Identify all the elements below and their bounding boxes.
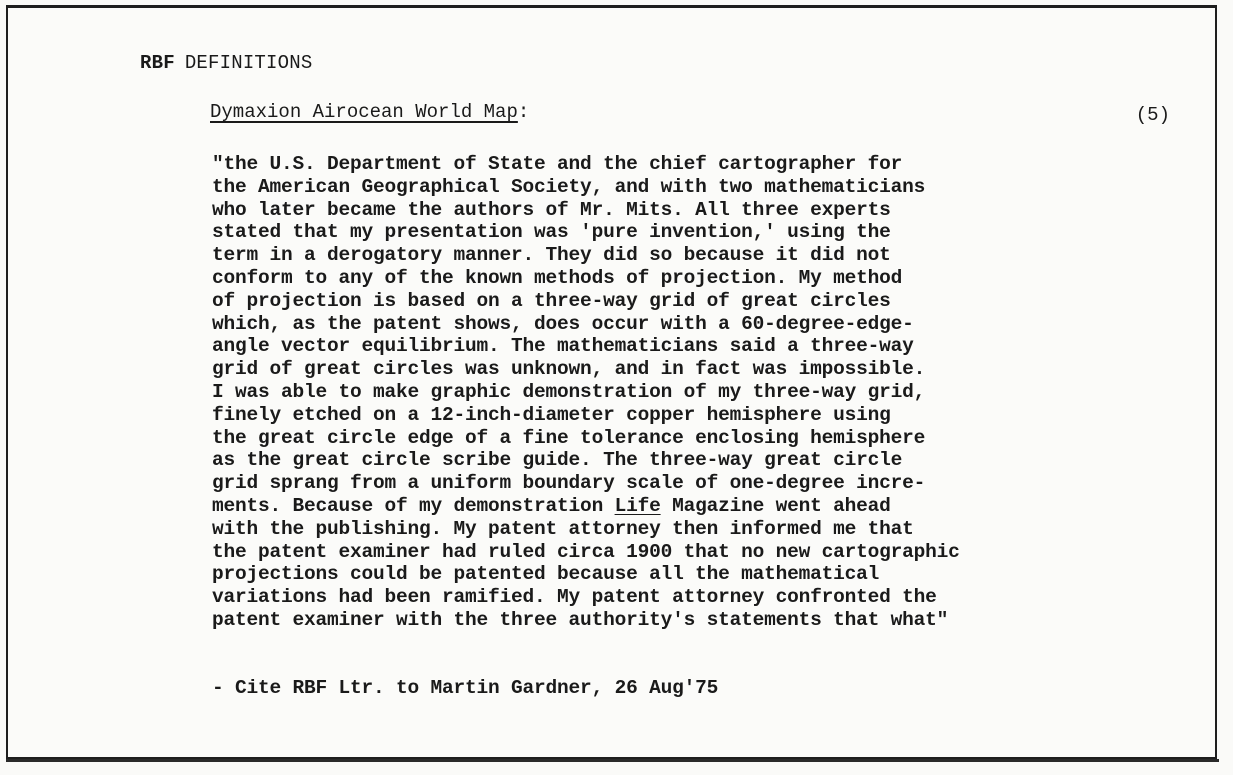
header-prefix: RBF: [140, 52, 175, 74]
body-line: angle vector equilibrium. The mathematicians said a three-way: [212, 335, 914, 358]
entry-title-row: [210, 101, 1170, 126]
magazine-name: Life: [614, 494, 661, 517]
body-line: as the great circle scribe guide. The three-way great circle: [212, 449, 903, 472]
body-line: grid of great circles was unknown, and in fact was impossible.: [212, 358, 926, 381]
body-line: "the U.S. Department of State and the chief cartographer for: [212, 153, 903, 175]
body-line: finely etched on a 12-inch-diameter copper hemisphere using: [212, 403, 891, 426]
card-bottom-edge: [6, 759, 1219, 762]
body-line: with the publishing. My patent attorney then informed me that: [212, 517, 914, 540]
body-line: stated that my presentation was 'pure invention,' using the: [212, 221, 891, 244]
header-label: DEFINITIONS: [184, 52, 313, 74]
body-line: conform to any of the known methods of projection. My method: [212, 266, 903, 289]
body-line: patent examiner with the three authority's statements that what": [212, 608, 949, 631]
body-line: the American Geographical Society, and with two mathematicians: [212, 175, 926, 198]
body-line: variations had been ramified. My patent attorney confronted the: [212, 586, 937, 609]
body-line: grid sprang from a uniform boundary scale of one-degree incre-: [212, 472, 926, 495]
quotation-body: [212, 153, 1142, 632]
body-line: ments. Because of my demonstration Life Magazine went ahead: [212, 494, 891, 517]
body-line: term in a derogatory manner. They did so because it did not: [212, 244, 891, 267]
body-line: which, as the patent shows, does occur with a 60-degree-edge-: [212, 312, 914, 335]
body-line: the great circle edge of a fine tolerance enclosing hemisphere: [212, 426, 926, 449]
entry-title-suffix: :: [517, 101, 530, 123]
body-line: who later became the authors of Mr. Mits. All three experts: [212, 198, 891, 221]
entry-title: Dymaxion Airocean World Map: [210, 101, 518, 123]
body-line: projections could be patented because all the mathematical: [212, 563, 880, 586]
page-number: (5): [1135, 104, 1170, 126]
body-line: the patent examiner had ruled circa 1900 that no new cartographic: [212, 540, 960, 563]
body-line: of projection is based on a three-way grid of great circles: [212, 289, 891, 312]
section-header: [140, 52, 312, 74]
body-line: I was able to make graphic demonstration of my three-way grid,: [212, 380, 926, 403]
citation: - Cite RBF Ltr. to Martin Gardner, 26 Aug'75: [212, 677, 719, 699]
